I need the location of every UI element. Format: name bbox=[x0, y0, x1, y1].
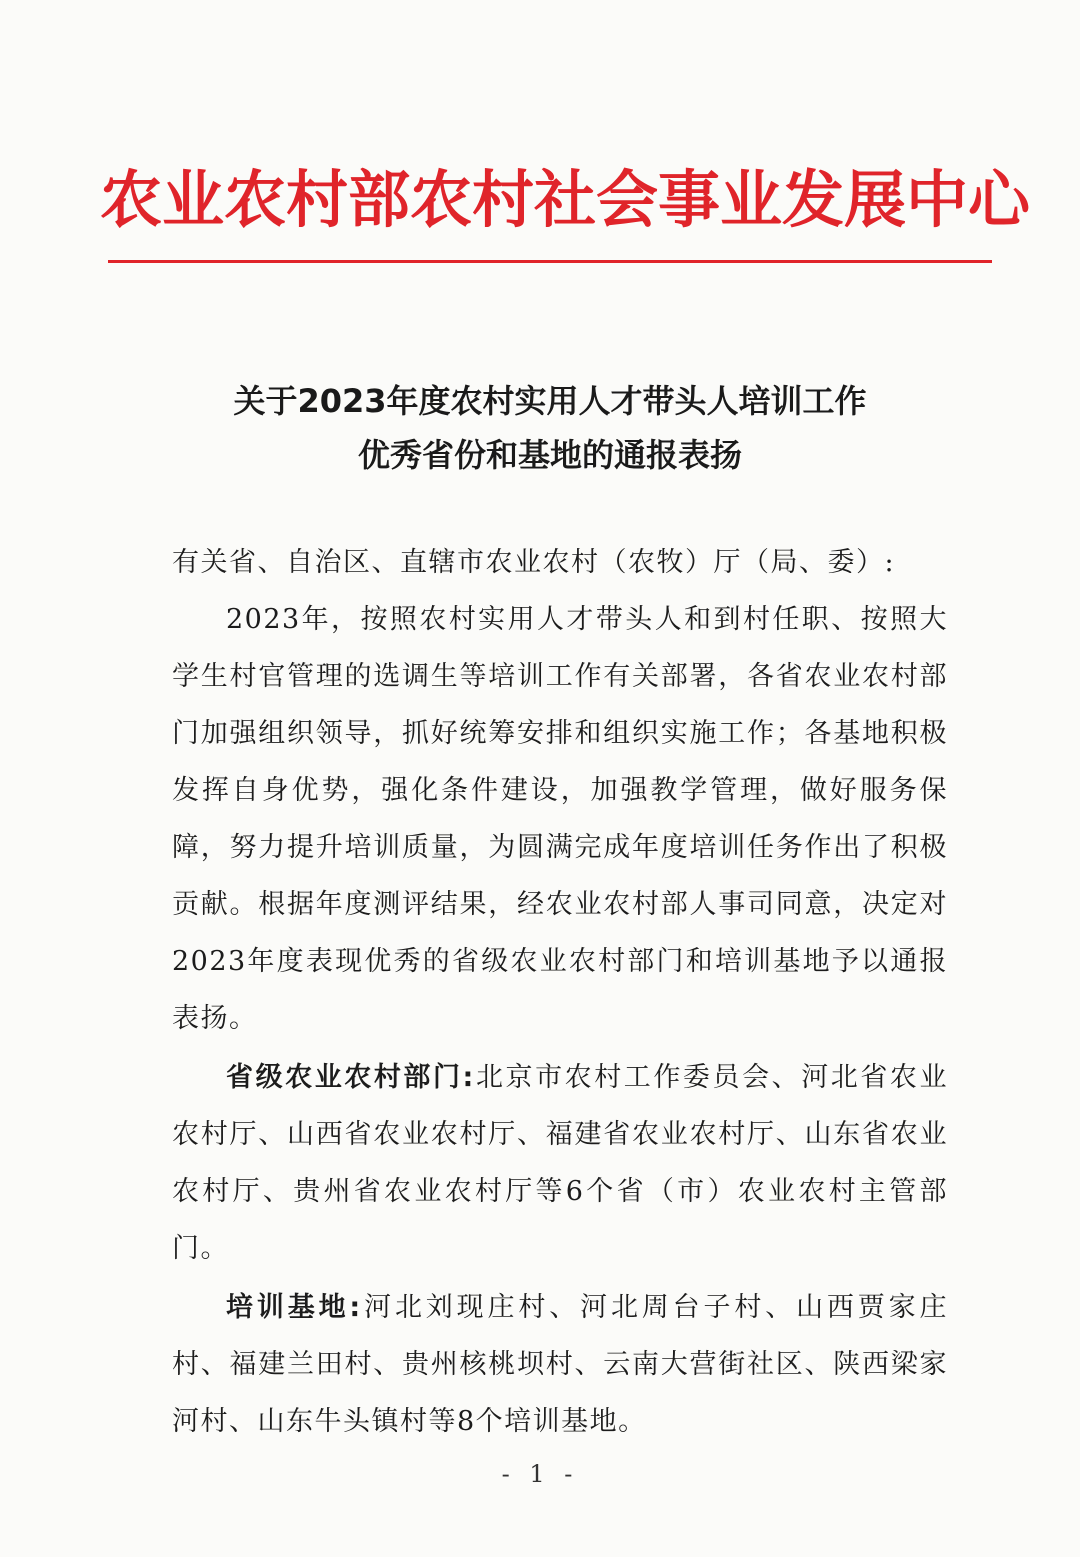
training-bases-text: 河北刘现庄村、河北周台子村、山西贾家庄村、福建兰田村、贵州核桃坝村、云南大营街社区、陕西梁家河村、山东牛头镇村等8个培训基地。 bbox=[172, 1292, 948, 1437]
document-title bbox=[100, 374, 1000, 482]
document-title-line-1: 关于2023年度农村实用人才带头人培训工作 bbox=[233, 382, 867, 420]
provincial-departments-label: 省级农业农村部门: bbox=[226, 1062, 475, 1093]
document-body bbox=[172, 534, 948, 1450]
training-bases-paragraph bbox=[172, 1279, 948, 1450]
letterhead-red-rule bbox=[108, 260, 992, 263]
training-bases-label: 培训基地: bbox=[226, 1292, 362, 1323]
provincial-departments-paragraph bbox=[172, 1049, 948, 1277]
page-number: - 1 - bbox=[501, 1460, 579, 1488]
salutation: 有关省、自治区、直辖市农业农村（农牧）厅（局、委）: bbox=[172, 547, 896, 578]
body-paragraph-1: 2023年，按照农村实用人才带头人和到村任职、按照大学生村官管理的选调生等培训工作有关部署，各省农业农村部门加强组织领导，抓好统筹安排和组织实施工作；各基地积极发挥自身优势，强化条件建设，加强教学管理，做好服务保障，努力提升培训质量，为圆满完成年度培训任务作出了积极贡献。根据年度测评结果，经农业农村部人事司同意，决定对2023年度表现优秀的省级农业农村部门和培训基地予以通报表扬。 bbox=[172, 604, 948, 1034]
provincial-departments-text: 北京市农村工作委员会、河北省农业农村厅、山西省农业农村厅、福建省农业农村厅、山东省农业农村厅、贵州省农业农村厅等6个省（市）农业农村主管部门。 bbox=[172, 1062, 948, 1264]
letterhead-org-name: 农业农村部农村社会事业发展中心 bbox=[100, 163, 1031, 236]
document-title-line-2: 优秀省份和基地的通报表扬 bbox=[357, 436, 742, 474]
